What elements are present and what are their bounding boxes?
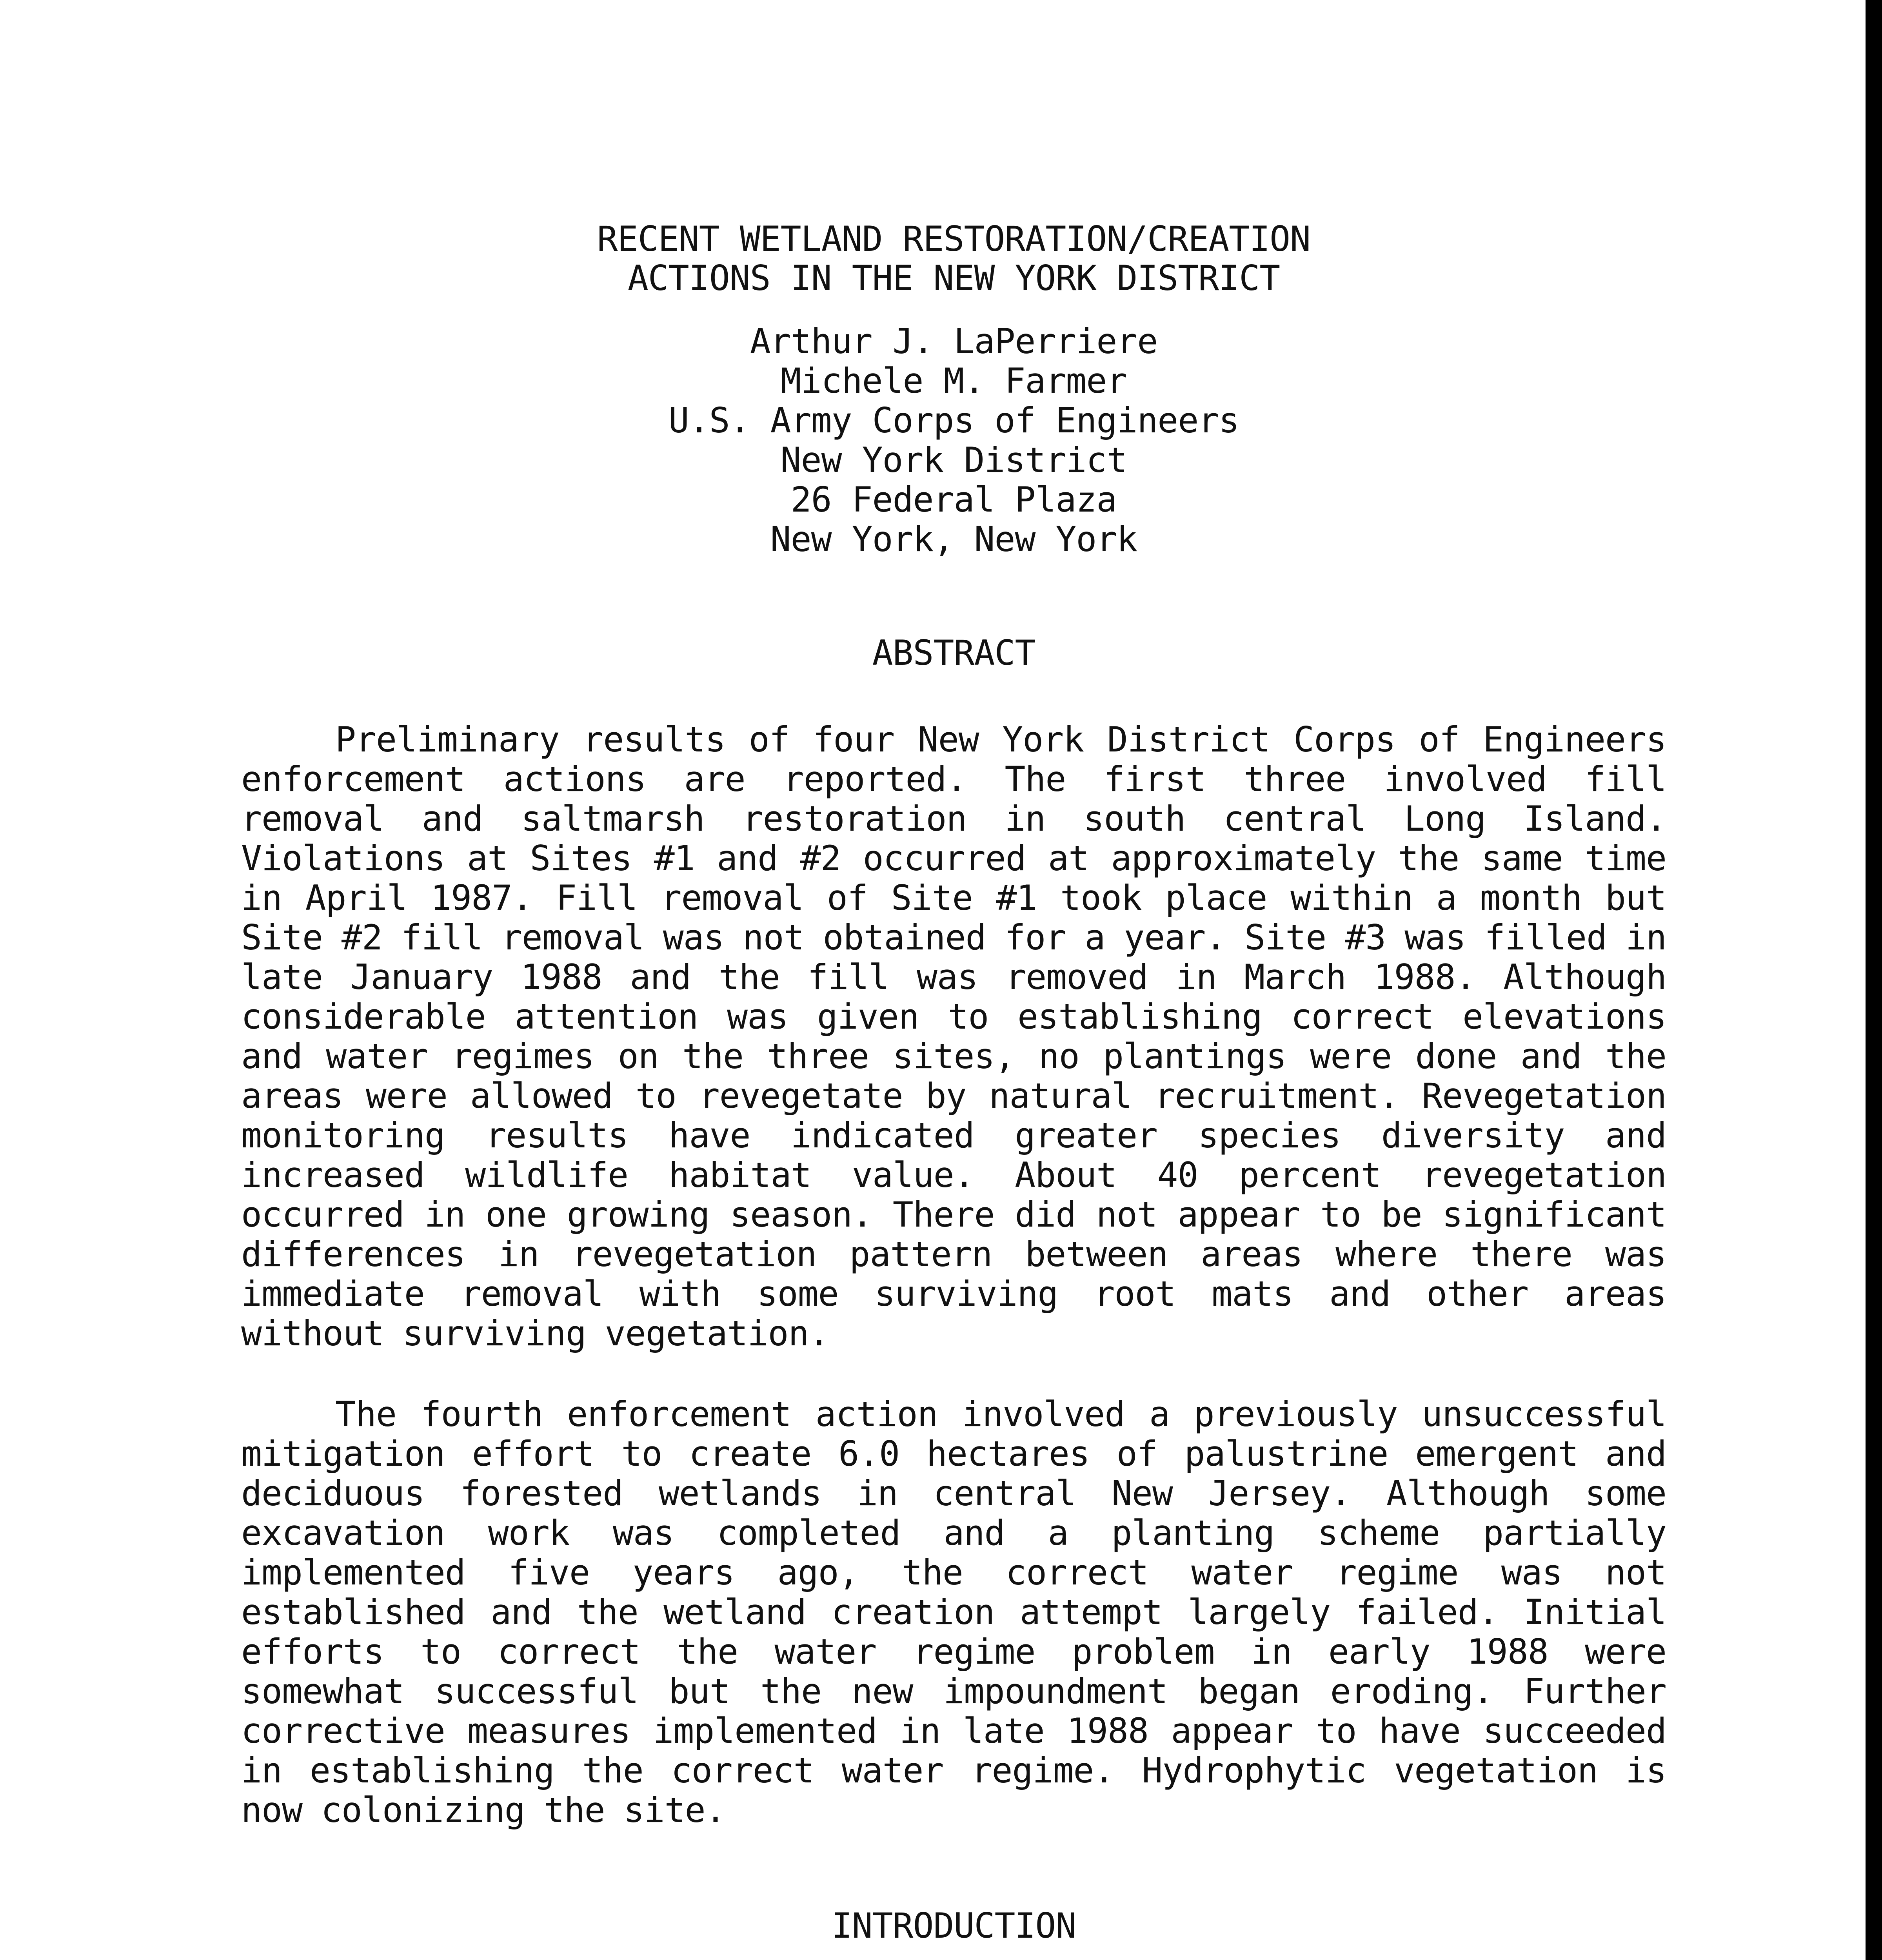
affiliation-district: New York District [780, 440, 1127, 480]
abstract-heading: ABSTRACT [872, 633, 1035, 673]
abstract-paragraph-2: The fourth enforcement action involved a previously unsuccessful mitigation effort to create 6.0 hectares of palustrine emergent and deciduous forested wetlands in central New Jersey. Although some excavation work was completed and a planting scheme partially implemented five years ago, the correct water regime was not established and the wetland creation attempt largely failed. Initial efforts to correct the water regime problem in early 1988 were somewhat successful but the new impoundment began eroding. Further corrective measures implemented in late 1988 appear to have succeeded in establishing the correct water regime. Hydrophytic vegetation is now colonizing the site. [241, 1394, 1666, 1830]
affiliation-address: 26 Federal Plaza [790, 479, 1117, 520]
title-line-1: RECENT WETLAND RESTORATION/CREATION [597, 219, 1311, 259]
title-line-2: ACTIONS IN THE NEW YORK DISTRICT [627, 258, 1280, 298]
author-name-1: Arthur J. LaPerriere [750, 321, 1158, 361]
affiliation-organization: U.S. Army Corps of Engineers [668, 400, 1239, 441]
scan-border-right [1866, 0, 1882, 1960]
introduction-heading: INTRODUCTION [831, 1906, 1076, 1946]
affiliation-city: New York, New York [770, 519, 1137, 559]
author-name-2: Michele M. Farmer [780, 361, 1127, 401]
author-block [241, 321, 1666, 559]
abstract-paragraph-1: Preliminary results of four New York District Corps of Engineers enforcement actions are reported. The first three involved fill removal and saltmarsh restoration in south central Long Island. Violations at Sites #1 and #2 occurred at approximately the same time in April 1987. Fill removal of Site #1 took place within a month but Site #2 fill removal was not obtained for a year. Site #3 was filled in late January 1988 and the fill was removed in March 1988. Although considerable attention was given to establishing correct elevations and water regimes on the three sites, no plantings were done and the areas were allowed to revegetate by natural recruitment. Revegetation monitoring results have indicated greater species diversity and increased wildlife habitat value. About 40 percent revegetation occurred in one growing season. There did not appear to be significant differences in revegetation pattern between areas where there was immediate removal with some surviving root mats and other areas without surviving vegetation. [241, 719, 1666, 1354]
title-block [241, 220, 1666, 298]
document-page [241, 220, 1666, 1960]
